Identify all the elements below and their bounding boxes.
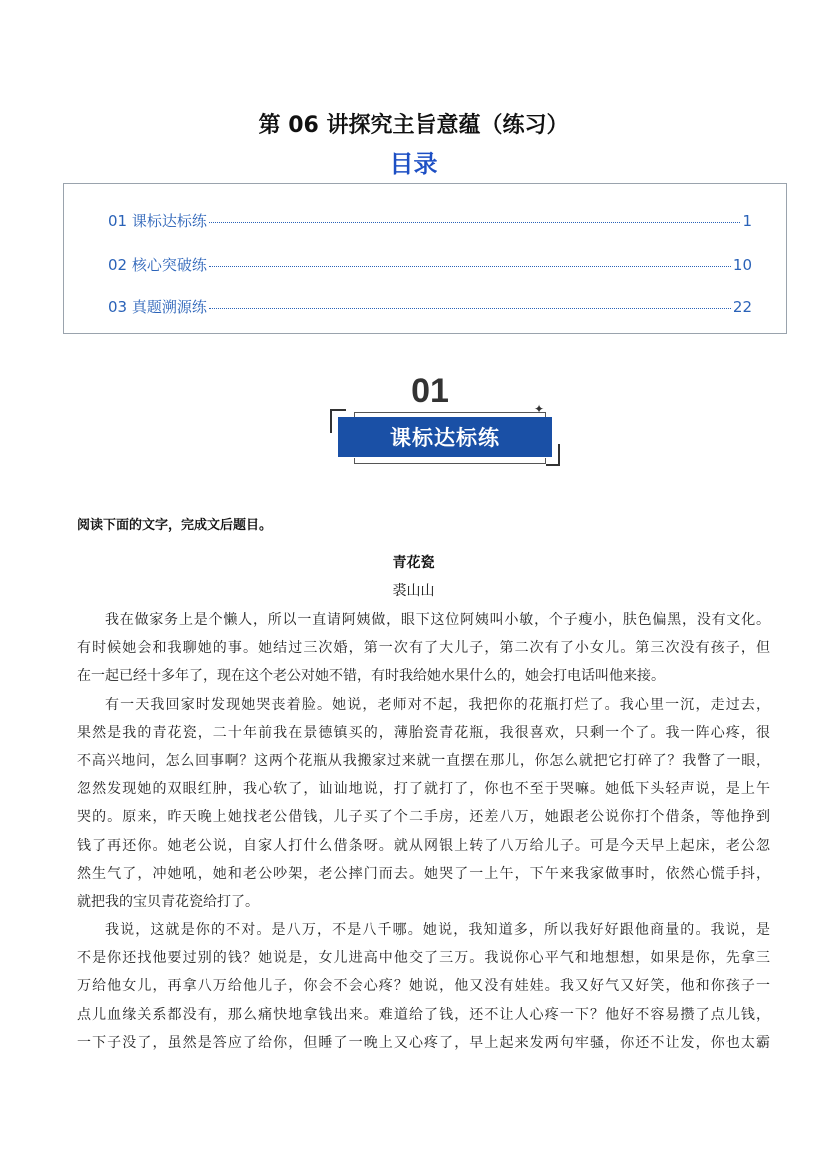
- passage-title: 青花瓷: [392, 555, 435, 571]
- paragraph-line: 忽然发现她的双眼红肿，我心软了，讪讪地说，打了就打了，你也不至于哭嘛。她低下头轻声说，是上午: [77, 781, 770, 798]
- toc-entry-page: 22: [732, 298, 752, 316]
- paragraph-line: 不高兴地问，怎么回事啊？这两个花瓶从我搬家过来就一直摆在那儿，你怎么就把它打碎了？我瞥了一眼，: [77, 752, 770, 769]
- toc-entry[interactable]: [108, 210, 752, 231]
- paragraph-line: 有一天我回家时发现她哭丧着脸。她说，老师对不起，我把你的花瓶打烂了。我心里一沉，走过去，: [105, 696, 770, 713]
- paragraph-line: 然生气了，冲她吼，她和老公吵架，老公摔门而去。她哭了一上午，下午来我家做事时，依然心慌手抖，: [77, 865, 770, 882]
- paragraph-line: 不是你还找他要过别的钱？她说是，女儿进高中他交了三万。我说你心平气和地想想，如果是你，先拿三: [77, 950, 770, 967]
- passage-author: 裘山山: [392, 583, 435, 599]
- toc-entry-label: 02 核心突破练: [108, 256, 207, 274]
- toc-leader-dots: [209, 266, 731, 267]
- paragraph-line: 我在做家务上是个懒人，所以一直请阿姨做，眼下这位阿姨叫小敏，个子瘦小，肤色偏黑，没有文化。: [105, 612, 770, 628]
- toc-entry[interactable]: [108, 296, 752, 317]
- paragraph-line: 钱了再还你。她老公说，自家人打什么借条呀。就从网银上转了八万给儿子。可是今天早上起床，老公忽: [77, 837, 770, 854]
- sparkle-icon: ✦: [534, 402, 545, 416]
- section-badge: [330, 372, 562, 467]
- paragraph-line: 有时候她会和我聊她的事。她结过三次婚，第一次有了大儿子，第二次有了小女儿。第三次没有孩子，但: [77, 640, 770, 657]
- instruction-text: 阅读下面的文字，完成文后题目。: [77, 518, 273, 533]
- document-title: 第 06 讲探究主旨意蕴（练习）: [258, 113, 569, 138]
- toc-entry-page: 10: [732, 256, 752, 274]
- paragraph-line: 就把我的宝贝青花瓷给打了。: [77, 893, 259, 910]
- paragraph: [77, 606, 770, 691]
- section-number: 01: [411, 372, 449, 410]
- toc-entry[interactable]: [108, 254, 752, 275]
- paragraph-line: 在一起已经十多年了，现在这个老公对她不错，有时我给她水果什么的，她会打电话叫他来接。: [77, 668, 665, 685]
- toc-leader-dots: [209, 222, 741, 223]
- frame-line-decoration: [354, 458, 546, 464]
- toc-entry-label: 01 课标达标练: [108, 212, 207, 230]
- section-label: 课标达标练: [338, 417, 552, 457]
- paragraph-line: 果然是我的青花瓷，二十年前我在景德镇买的，薄胎瓷青花瓶，我很喜欢，只剩一个了。我一阵心疼，很: [77, 724, 770, 741]
- paragraph-line: 点儿血缘关系都没有，那么痛快地拿钱出来。难道给了钱，还不让人心疼一下？他好不容易攒了点儿钱，: [77, 1006, 770, 1023]
- passage-body: [77, 606, 770, 1057]
- paragraph-line: 我说，这就是你的不对。是八万，不是八千哪。她说，我知道多，所以我好好跟他商量的。我说，是: [105, 922, 770, 939]
- paragraph: [77, 691, 770, 917]
- table-of-contents: [63, 183, 787, 334]
- paragraph: [77, 916, 770, 1057]
- toc-leader-dots: [209, 308, 731, 309]
- toc-entry-page: 1: [742, 212, 752, 230]
- paragraph-line: 一下子没了，虽然是答应了给你，但睡了一晚上又心疼了，早上起来发两句牢骚，你还不让发，你也太霸: [77, 1034, 770, 1051]
- toc-heading: 目录: [389, 150, 438, 178]
- toc-entry-label: 03 真题溯源练: [108, 298, 207, 316]
- paragraph-line: 哭的。原来，昨天晚上她找老公借钱，儿子买了个二手房，还差八万，她跟老公说你打个借条，等他挣到: [77, 809, 770, 826]
- paragraph-line: 万给他女儿，再拿八万给他儿子，你会不会心疼？她说，他又没有娃娃。我又好气又好笑，他和你孩子一: [77, 978, 770, 995]
